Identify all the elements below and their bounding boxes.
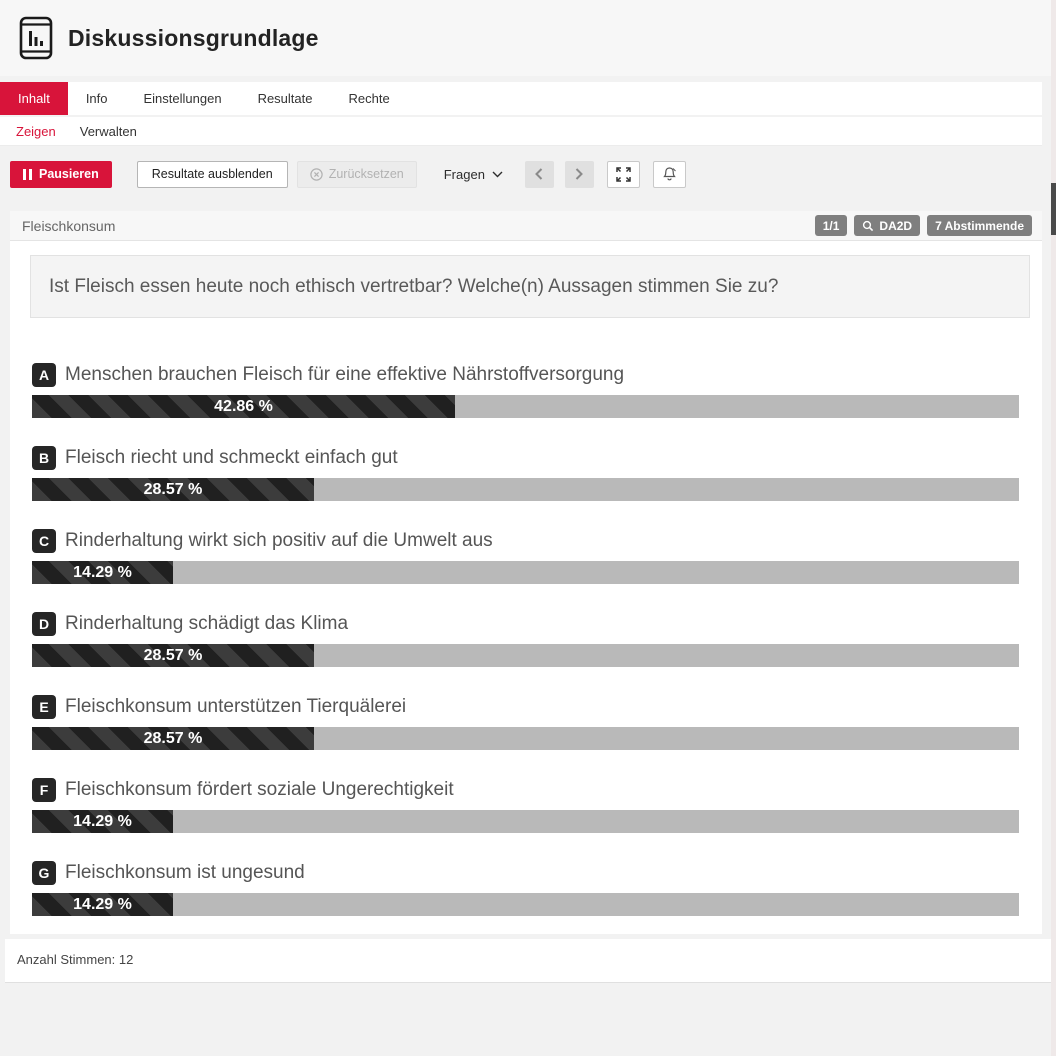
result-bar-fill (32, 893, 173, 916)
result-bar-track (32, 561, 1019, 584)
subtab-verwalten[interactable]: Verwalten (79, 123, 137, 139)
answer-head (32, 861, 1019, 885)
answer-head (32, 529, 1019, 553)
tab-inhalt[interactable]: Inhalt (0, 82, 68, 115)
result-bar-track (32, 893, 1019, 916)
circle-x-icon (310, 168, 323, 181)
vertical-scrollbar[interactable] (1051, 0, 1056, 1056)
tab-einstellungen[interactable]: Einstellungen (143, 91, 222, 106)
answer-letter-badge: C (32, 529, 56, 553)
app-header (0, 0, 1056, 76)
result-bar-fill (32, 478, 314, 501)
result-percent-label: 14.29 % (73, 812, 132, 830)
result-percent-label: 14.29 % (73, 895, 132, 913)
next-question-button[interactable] (565, 161, 594, 188)
answer-text: Fleisch riecht und schmeckt einfach gut (65, 447, 398, 468)
answer-letter-badge: G (32, 861, 56, 885)
result-bar-track (32, 644, 1019, 667)
fullscreen-expand-icon (616, 167, 631, 182)
tab-rechte[interactable]: Rechte (348, 91, 390, 106)
answer-row (32, 861, 1019, 916)
fullscreen-button[interactable] (607, 161, 640, 188)
notification-bell-button[interactable] (653, 161, 686, 188)
questions-dropdown[interactable] (444, 167, 503, 182)
answer-row (32, 446, 1019, 501)
session-code-badge[interactable] (854, 215, 920, 236)
content-panel (10, 211, 1042, 934)
prev-question-button[interactable] (525, 161, 554, 188)
result-percent-label: 42.86 % (214, 397, 273, 415)
answer-row (32, 363, 1019, 418)
answer-row (32, 612, 1019, 667)
chevron-left-icon (535, 168, 543, 180)
pause-icon (23, 169, 32, 180)
result-bar-fill (32, 727, 314, 750)
answers-list (10, 363, 1042, 934)
questions-dropdown-label: Fragen (443, 166, 485, 182)
panel-title: Fleischkonsum (22, 217, 116, 234)
result-bar-track (32, 727, 1019, 750)
session-code-label: DA2D (879, 218, 913, 233)
result-percent-label: 28.57 % (143, 729, 203, 747)
primary-tabbar (0, 82, 1042, 115)
page-title: Diskussionsgrundlage (68, 24, 319, 51)
answer-head (32, 446, 1019, 470)
result-bar-track (32, 395, 1019, 418)
answer-text: Rinderhaltung schädigt das Klima (65, 613, 349, 634)
panel-header (10, 211, 1042, 241)
tab-info[interactable]: Info (85, 91, 108, 106)
votes-count-label: Anzahl Stimmen: 12 (17, 952, 134, 967)
reset-button[interactable] (297, 161, 417, 188)
result-bar-fill (32, 644, 314, 667)
result-bar-track (32, 810, 1019, 833)
answer-letter-badge: B (32, 446, 56, 470)
result-bar-fill (32, 810, 173, 833)
toolbar (10, 160, 1056, 188)
answer-letter-badge: D (32, 612, 56, 636)
question-text: Ist Fleisch essen heute noch ethisch vertretbar? Welche(n) Aussagen stimmen Sie zu? (49, 275, 779, 297)
answer-text: Fleischkonsum unterstützen Tierquälerei (65, 696, 407, 717)
result-percent-label: 14.29 % (73, 563, 132, 581)
result-percent-label: 28.57 % (143, 480, 203, 498)
result-bar-fill (32, 561, 173, 584)
pause-button[interactable] (10, 161, 112, 188)
hide-results-button[interactable]: Resultate ausblenden (137, 161, 288, 188)
reset-button-label: Zurücksetzen (328, 167, 404, 181)
chevron-down-icon (492, 171, 503, 178)
answer-row (32, 529, 1019, 584)
badge-group (815, 215, 1032, 236)
result-bar-track (32, 478, 1019, 501)
result-percent-label: 28.57 % (143, 646, 203, 664)
magnifier-icon (862, 220, 874, 232)
answer-letter-badge: E (32, 695, 56, 719)
answer-head (32, 695, 1019, 719)
pause-button-label: Pausieren (39, 167, 99, 181)
subtab-zeigen[interactable]: Zeigen (16, 123, 56, 139)
answer-text: Fleischkonsum ist ungesund (65, 862, 305, 883)
answer-head (32, 363, 1019, 387)
bell-icon (662, 166, 677, 182)
answer-head (32, 612, 1019, 636)
result-bar-fill (32, 395, 455, 418)
phone-chart-logo-icon (18, 15, 54, 61)
answer-letter-badge: F (32, 778, 56, 802)
votes-footer (5, 939, 1051, 983)
answer-row (32, 695, 1019, 750)
answer-text: Rinderhaltung wirkt sich positiv auf die Umwelt aus (65, 530, 493, 551)
answer-row (32, 778, 1019, 833)
answer-text: Fleischkonsum fördert soziale Ungerechtigkeit (65, 779, 454, 800)
answer-head (32, 778, 1019, 802)
answer-text: Menschen brauchen Fleisch für eine effektive Nährstoffversorgung (65, 364, 625, 385)
answer-letter-badge: A (32, 363, 56, 387)
secondary-tabbar (0, 117, 1042, 146)
tab-resultate[interactable]: Resultate (257, 91, 313, 106)
question-box (30, 255, 1030, 318)
scrollbar-thumb[interactable] (1051, 183, 1056, 235)
page-count-badge: 1/1 (815, 215, 848, 236)
chevron-right-icon (575, 168, 583, 180)
voters-badge: 7 Abstimmende (927, 215, 1032, 236)
